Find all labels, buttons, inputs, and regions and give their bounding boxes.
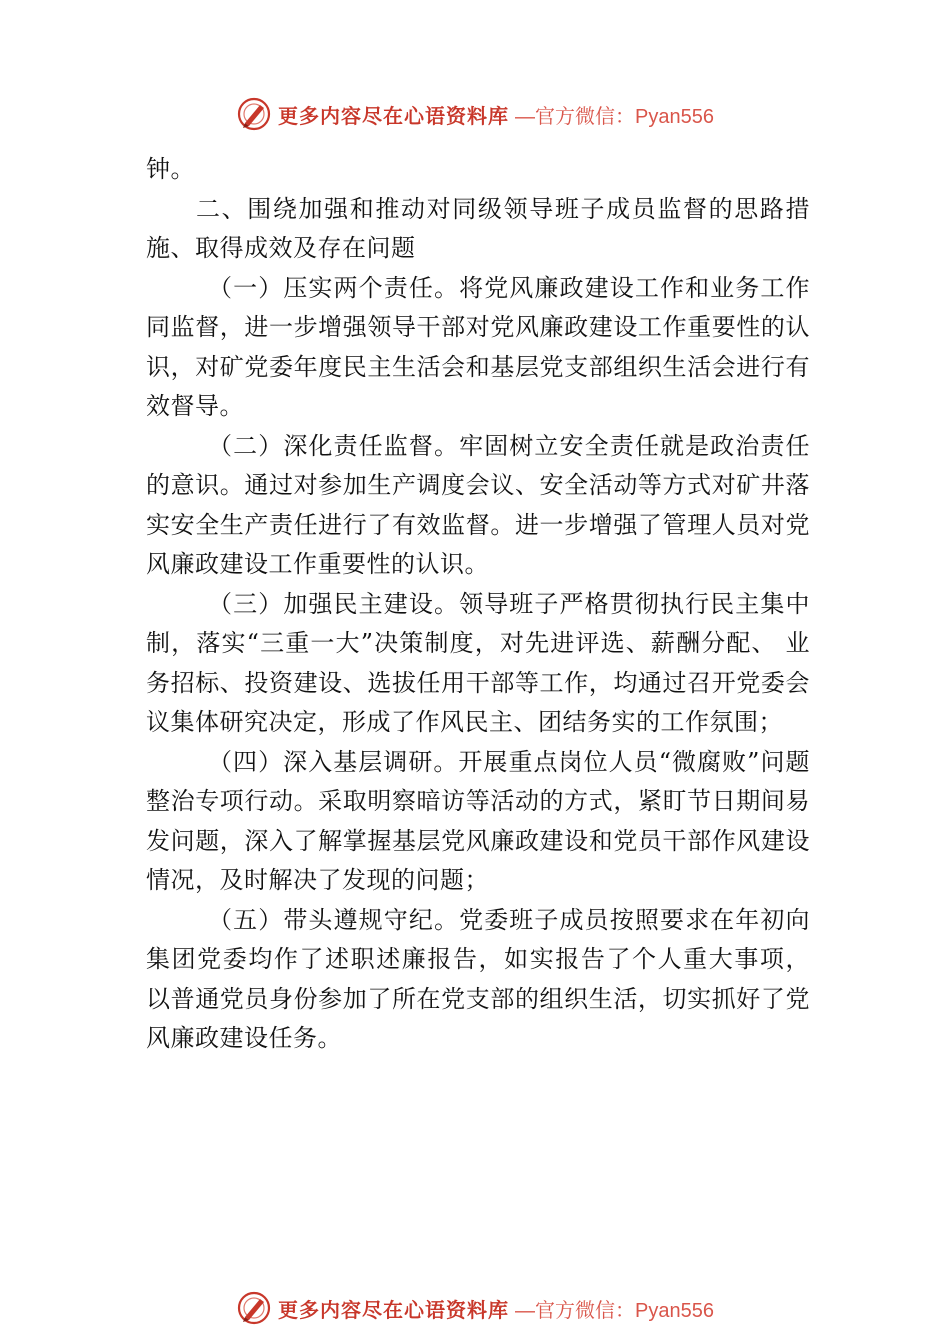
footer-watermark (0, 1286, 950, 1330)
watermark-contact-text: —官方微信：Pyan556 (515, 105, 714, 128)
section-heading-2: 二、围绕加强和推动对同级领导班子成员监督的思路措施、取得成效及存在问题 (146, 194, 810, 262)
watermark-brand-text: 更多内容尽在心语资料库 (278, 1297, 510, 1322)
pen-logo-icon (236, 1290, 272, 1326)
paragraph-item-4: （四）深入基层调研。开展重点岗位人员“微腐败”问题整治专项行动。采取明察暗访等活动的方式，紧盯节日期间易发问题，深入了解掌握基层党风廉政建设和党员干部作风建设情况，及时解决了发现的问题； (146, 747, 810, 894)
paragraph-item-3: （三）加强民主建设。领导班子严格贯彻执行民主集中制，落实“三重一大”决策制度，对先进评选、薪酬分配、 业务招标、投资建设、选拔任用干部等工作，均通过召开党委会议集体研究决定，形成了作风民主、团结务实的工作氛围； (146, 589, 810, 736)
header-watermark (0, 92, 950, 136)
paragraph-continuation: 钟。 (146, 155, 195, 183)
watermark-brand-text: 更多内容尽在心语资料库 (278, 103, 510, 128)
paragraph-item-1: （一）压实两个责任。将党风廉政建设工作和业务工作同监督，进一步增强领导干部对党风廉政建设工作重要性的认识，对矿党委年度民主生活会和基层党支部组织生活会进行有效督导。 (146, 273, 810, 420)
paragraph-item-5: （五）带头遵规守纪。党委班子成员按照要求在年初向集团党委均作了述职述廉报告，如实报告了个人重大事项， 以普通党员身份参加了所在党支部的组织生活，切实抓好了党风廉政建设任务。 (146, 905, 810, 1052)
pen-logo-icon (236, 96, 272, 132)
watermark-contact-text: —官方微信：Pyan556 (515, 1299, 714, 1322)
document-body (146, 150, 810, 1059)
paragraph-item-2: （二）深化责任监督。牢固树立安全责任就是政治责任的意识。通过对参加生产调度会议、安全活动等方式对矿井落实安全生产责任进行了有效监督。进一步增强了管理人员对党风廉政建设工作重要性的认识。 (146, 431, 810, 578)
